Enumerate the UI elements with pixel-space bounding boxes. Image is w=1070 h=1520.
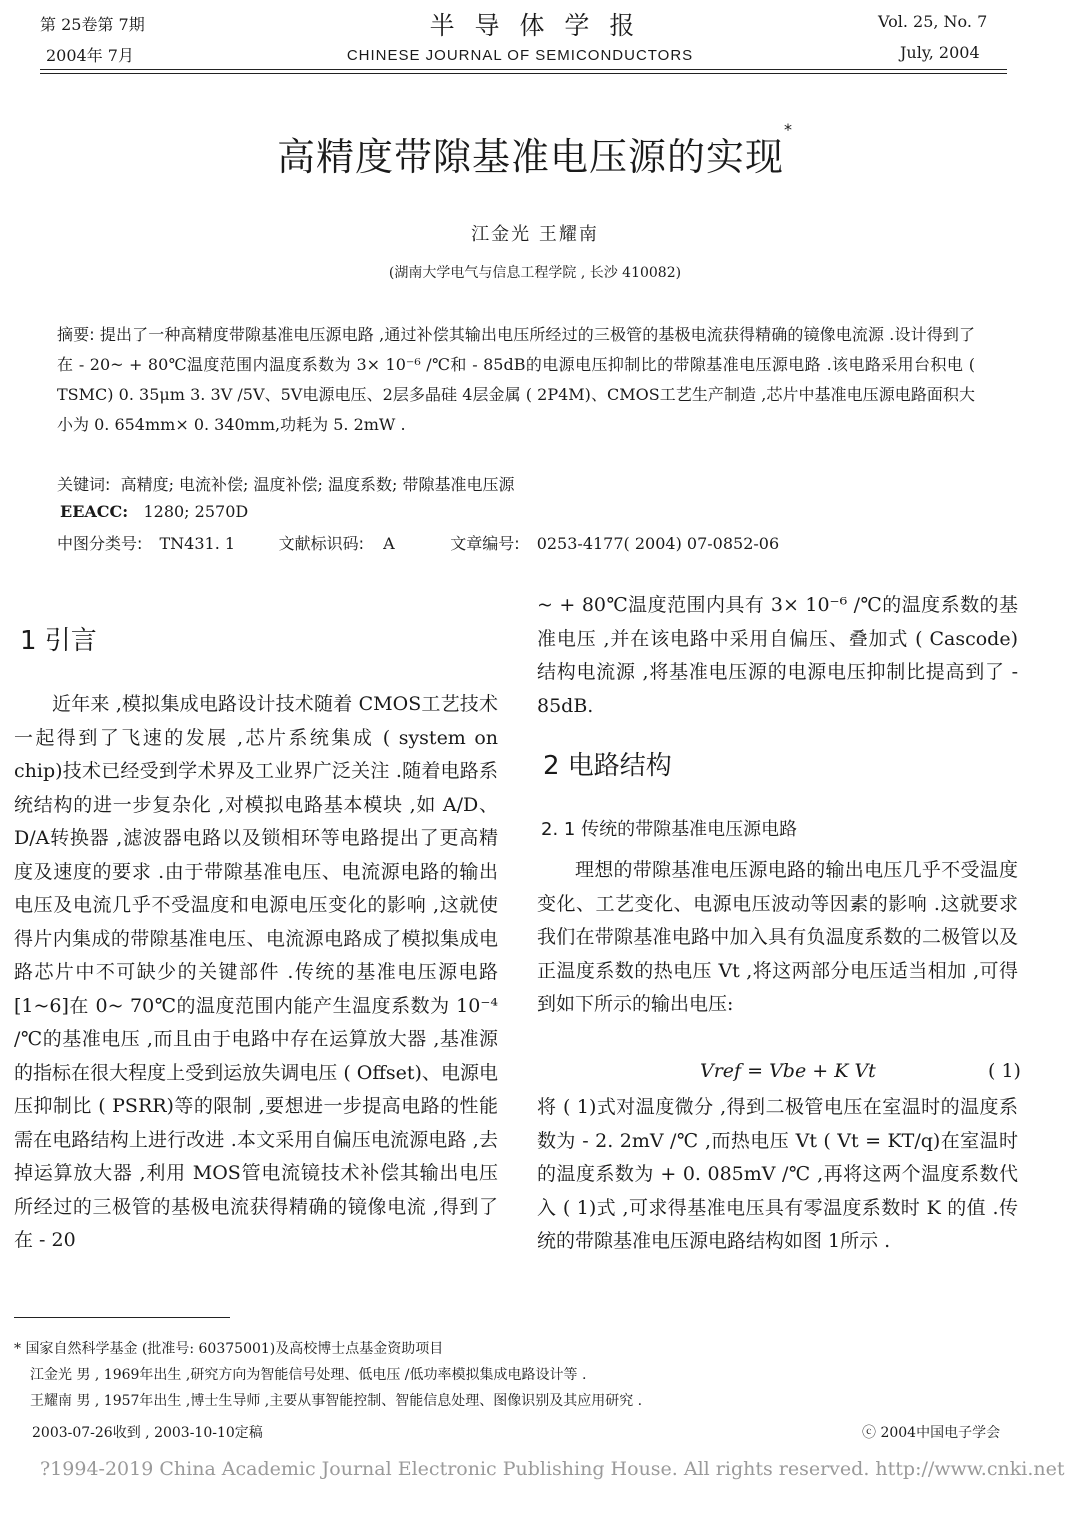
affiliation: (湖南大学电气与信息工程学院 , 长沙 410082): [388, 265, 682, 281]
date-cn: 2004年 7月: [46, 46, 134, 65]
abstract-text: 提出了一种高精度带隙基准电压源电路 ,通过补偿其输出电压所经过的三极管的基极电流获得精确的镜像电流源 .设计得到了在 - 20~ + 80℃温度范围内温度系数为 3× 10⁻⁶ /℃和 - 85dB的电源电压抑制比的带隙基准电压源电路 .该电路采用台积电 ( TSMC) 0. 35μm 3. 3V /5V、5V电源电压、2层多晶硅 4层金属 ( 2P4M)、CMOS工艺生产制造 ,芯片中基准电压源电路面积大小为 0. 654mm× 0. 340mm,功耗为 5. 2mW .: [57, 325, 975, 434]
abstract-label: 摘要:: [57, 325, 95, 344]
volume-issue-cn: 第 25卷第 7期: [40, 15, 145, 34]
section-2-heading: 2 电路结构: [543, 751, 672, 781]
footnote-author-1: 江金光 男 , 1969年出生 ,研究方向为智能信号处理、低电压 /低功率模拟集成电路设计等 .: [30, 1367, 587, 1383]
society-copyright: ⓒ 2004中国电子学会: [862, 1425, 1001, 1441]
keywords-text: 高精度; 电流补偿; 温度补偿; 温度系数; 带隙基准电压源: [120, 475, 515, 494]
section-2-1-paragraph-2: 将 ( 1)式对温度微分 ,得到二极管电压在室温时的温度系数为 - 2. 2mV /℃ ,而热电压 Vt ( Vt = KT/q)在室温时的温度系数为 + 0. 085mV /℃ ,再将这两个温度系数代入 ( 1)式 ,可求得基准电压具有零温度系数时 K 的值 .传统的带隙基准电压源电路结构如图 1所示 .: [537, 1096, 1018, 1252]
section-1-body: [14, 688, 498, 1258]
clc-label: 中图分类号:: [57, 534, 143, 553]
abstract: [57, 320, 975, 440]
article-no-value: 0253-4177( 2004) 07-0852-06: [536, 534, 780, 553]
clc-value: TN431. 1: [159, 534, 236, 553]
section-1-continuation-text: ~ + 80℃温度范围内具有 3× 10⁻⁶ /℃的温度系数的基准电压 ,并在该电路中采用自偏压、叠加式 ( Cascode)结构电流源 ,将基准电压源的电源电压抑制比提高到了 - 85dB.: [537, 594, 1018, 717]
section-2-1-paragraph-1: 理想的带隙基准电压源电路的输出电压几乎不受温度变化、工艺变化、电源电压波动等因素的影响 .这就要求我们在带隙基准电路中加入具有负温度系数的二极管以及正温度系数的热电压 Vt ,将这两部分电压适当相加 ,可得到如下所示的输出电压:: [537, 859, 1018, 1015]
eeacc: [60, 502, 248, 521]
received-dates: 2003-07-26收到 , 2003-10-10定稿: [32, 1425, 263, 1441]
equation-1: Vref = Vbe + K Vt: [700, 1060, 876, 1082]
journal-title-cn: 半 导 体 学 报: [429, 11, 641, 40]
journal-title-en: CHINESE JOURNAL OF SEMICONDUCTORS: [346, 47, 694, 64]
doc-id-label: 文献标识码:: [278, 534, 364, 553]
header-rule-top: [40, 69, 1007, 70]
paper-title: 高精度带隙基准电压源的实现*: [276, 120, 793, 179]
date-en: July, 2004: [900, 43, 980, 62]
eeacc-label: EEACC:: [60, 502, 129, 521]
keywords-label: 关键词:: [57, 475, 111, 494]
keywords: [57, 472, 515, 495]
article-no-label: 文章编号:: [450, 534, 520, 553]
footnote-author-2: 王耀南 男 , 1957年出生 ,博士生导师 ,主要从事智能控制、智能信息处理、图像识别及其应用研究 .: [30, 1393, 643, 1409]
header-rule-bottom: [40, 73, 1007, 74]
section-1-continuation: [537, 589, 1018, 723]
eeacc-text: 1280; 2570D: [143, 502, 249, 521]
footnote-rule: [14, 1317, 230, 1318]
equation-1-number: ( 1): [988, 1060, 1021, 1082]
footnote-funding: * 国家自然科学基金 (批准号: 60375001)及高校博士点基金资助项目: [14, 1341, 444, 1357]
volume-issue-en: Vol. 25, No. 7: [878, 12, 988, 31]
subsection-2-1-heading: 2. 1 传统的带隙基准电压源电路: [541, 819, 798, 840]
title-footnote-mark: *: [784, 120, 793, 139]
section-1-paragraph: 近年来 ,模拟集成电路设计技术随着 CMOS工艺技术一起得到了飞速的发展 ,芯片系统集成 ( system on chip)技术已经受到学术界及工业界广泛关注 .随着电路系统结构的进一步复杂化 ,对模拟电路基本模块 ,如 A/D、D/A转换器 ,滤波器电路以及锁相环等电路提出了更高精度及速度的要求 .由于带隙基准电压、电流源电路的输出电压及电流几乎不受温度和电源电压变化的影响 ,这就使得片内集成的带隙基准电压、电流源电路成了模拟集成电路芯片中不可缺少的关键部件 .传统的基准电压源电路 [1~6]在 0~ 70℃的温度范围内能产生温度系数为 10⁻⁴ /℃的基准电压 ,而且由于电路中存在运算放大器 ,基准源的指标在很大程度上受到运放失调电压 ( Offset)、电源电压抑制比 ( PSRR)等的限制 ,要想进一步提高电路的性能需在电路结构上进行改进 .本文采用自偏压电流源电路 ,去掉运算放大器 ,利用 MOS管电流镜技术补偿其输出电压所经过的三极管的基极电流获得精确的镜像电流 ,得到了在 - 20: [14, 693, 498, 1251]
section-1-heading: 1 引言: [20, 626, 97, 656]
authors: 江金光 王耀南: [471, 224, 599, 245]
doc-id-value: A: [383, 534, 395, 553]
cnki-copyright: ?1994-2019 China Academic Journal Electronic Publishing House. All rights reserved. http://www.cnki.net: [40, 1458, 1065, 1480]
classification-line: [57, 531, 779, 554]
